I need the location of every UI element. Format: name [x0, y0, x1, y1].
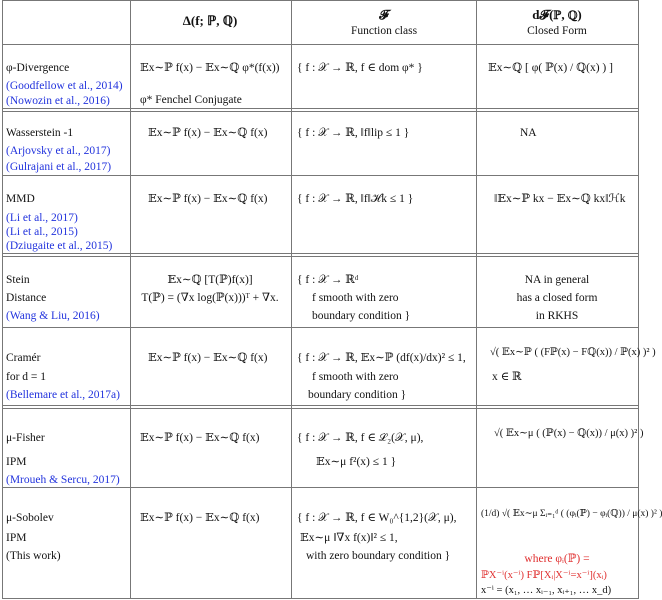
header-fclass-label: Function class [350, 25, 418, 37]
citation-link[interactable]: (Gulrajani et al., 2017) [6, 161, 112, 173]
delta-formula: 𝔼x∼ℙ f(x) − 𝔼x∼ℚ f(x) [148, 352, 268, 364]
closed-form: x ∈ ℝ [492, 371, 522, 383]
fclass-formula: boundary condition } [308, 389, 407, 401]
header-delta: Δ(f; ℙ, ℚ) [182, 13, 238, 28]
rule [2, 111, 638, 112]
row-name: Cramér [6, 352, 41, 364]
fclass-formula: { f : 𝒳 → ℝ, ‖f‖ℋk ≤ 1 } [297, 193, 414, 205]
fclass-formula: { f : 𝒳 → ℝ, 𝔼x∼ℙ (df(x)/dx)² ≤ 1, [297, 352, 466, 364]
delta-formula: 𝔼x∼ℙ f(x) − 𝔼x∼ℚ f(x) [148, 193, 268, 205]
rule [2, 253, 638, 254]
rule [2, 0, 638, 1]
citation-link[interactable]: (Mroueh & Sercu, 2017) [6, 474, 120, 486]
closed-form: NA [520, 127, 537, 139]
fclass-formula: f smooth with zero [312, 371, 399, 383]
header-fclass-symbol: 𝓕 [379, 7, 389, 22]
rule [2, 598, 638, 599]
rule [291, 0, 292, 599]
row-name: for d = 1 [6, 371, 47, 383]
closed-form: ‖𝔼x∼ℙ kx − 𝔼x∼ℚ kx‖ℋk [494, 193, 626, 205]
fclass-formula: { f : 𝒳 → ℝ, f ∈ dom φ* } [297, 62, 423, 74]
rule [130, 0, 131, 599]
row-name: μ-Fisher [6, 432, 45, 444]
rule [2, 175, 638, 176]
rule [476, 0, 477, 599]
citation-link[interactable]: (Wang & Liu, 2016) [6, 310, 100, 322]
rule [2, 44, 638, 45]
header-closed-label: Closed Form [527, 25, 587, 37]
closed-form-definition: ℙX⁻ⁱ(x⁻ⁱ) Fℙ[Xᵢ|X⁻ⁱ=x⁻ⁱ](xᵢ) [481, 570, 607, 581]
fclass-formula: boundary condition } [312, 310, 411, 322]
citation-link[interactable]: (Bellemare et al., 2017a) [6, 389, 120, 401]
fclass-formula: with zero boundary condition } [306, 550, 451, 562]
rule [2, 327, 638, 328]
delta-formula: 𝔼x∼ℚ [T(ℙ)f(x)] [167, 274, 253, 286]
delta-note: φ* Fenchel Conjugate [140, 94, 242, 106]
citation-link[interactable]: (Arjovsky et al., 2017) [6, 145, 111, 157]
closed-form: NA in general [524, 274, 590, 286]
rule [2, 405, 638, 406]
citation-link[interactable]: (Goodfellow et al., 2014) [6, 80, 123, 92]
citation-link[interactable]: (Li et al., 2015) [6, 226, 78, 238]
fclass-formula: f smooth with zero [312, 292, 399, 304]
closed-form: √( 𝔼x∼μ ( (ℙ(x) − ℚ(x)) / μ(x) )² ) [494, 428, 644, 439]
citation-link: (Nowozin et al., 2016) [6, 95, 110, 107]
fclass-formula: { f : 𝒳 → ℝ, ‖f‖lip ≤ 1 } [297, 127, 410, 139]
fclass-formula: 𝔼x∼μ ‖∇x f(x)‖² ≤ 1, [300, 532, 398, 544]
row-name: φ-Divergence [6, 62, 70, 74]
delta-formula: T(ℙ) = (∇x log(ℙ(x)))ᵀ + ∇x. [141, 292, 279, 304]
row-name: Stein [6, 274, 30, 286]
rule [2, 108, 638, 109]
rule [2, 0, 3, 599]
closed-form: 𝔼x∼ℚ [ φ( ℙ(x) / ℚ(x) ) ] [488, 62, 613, 74]
delta-formula: 𝔼x∼ℙ f(x) − 𝔼x∼ℚ f(x) [140, 432, 260, 444]
delta-formula: 𝔼x∼ℙ f(x) − 𝔼x∼ℚ f(x) [140, 512, 260, 524]
row-name: IPM [6, 532, 27, 544]
closed-form-where: where φᵢ(ℙ) = [524, 553, 590, 565]
row-name: Wasserstein -1 [6, 127, 74, 139]
rule [2, 408, 638, 409]
fclass-formula: { f : 𝒳 → ℝᵈ [297, 274, 359, 286]
citation-link[interactable]: (Dziugaite et al., 2015) [6, 240, 113, 252]
row-name: Distance [6, 292, 47, 304]
row-name: μ-Sobolev [6, 512, 54, 524]
header-closed-symbol: d𝓕(ℙ, ℚ) [532, 7, 582, 22]
closed-form-definition: x⁻ⁱ = (x₁, … xᵢ₋₁, xᵢ₊₁, … x_d) [481, 585, 612, 596]
closed-form: has a closed form [516, 292, 598, 304]
citation-link[interactable]: (Li et al., 2017) [6, 212, 78, 224]
fclass-formula: 𝔼x∼μ f²(x) ≤ 1 } [316, 456, 397, 468]
fclass-formula: { f : 𝒳 → ℝ, f ∈ ℒ₂(𝒳, μ), [297, 432, 424, 444]
closed-form: in RKHS [535, 310, 579, 322]
delta-formula: 𝔼x∼ℙ f(x) − 𝔼x∼ℚ f(x) [148, 127, 268, 139]
rule [2, 487, 638, 488]
fclass-formula: { f : 𝒳 → ℝ, f ∈ W₀^{1,2}(𝒳, μ), [297, 512, 457, 524]
rule [2, 256, 638, 257]
closed-form: (1/d) √( 𝔼x∼μ Σᵢ₌₁ᵈ ( (φᵢ(ℙ) − φᵢ(ℚ)) / μ(x) )² ) [481, 509, 662, 519]
delta-formula: 𝔼x∼ℙ f(x) − 𝔼x∼ℚ φ*(f(x)) [140, 62, 280, 74]
row-name: (This work) [6, 550, 61, 562]
row-name: IPM [6, 456, 27, 468]
closed-form: √( 𝔼x∼ℙ ( (Fℙ(x) − Fℚ(x)) / ℙ(x) )² ) [490, 347, 656, 358]
row-name: MMD [6, 193, 35, 205]
